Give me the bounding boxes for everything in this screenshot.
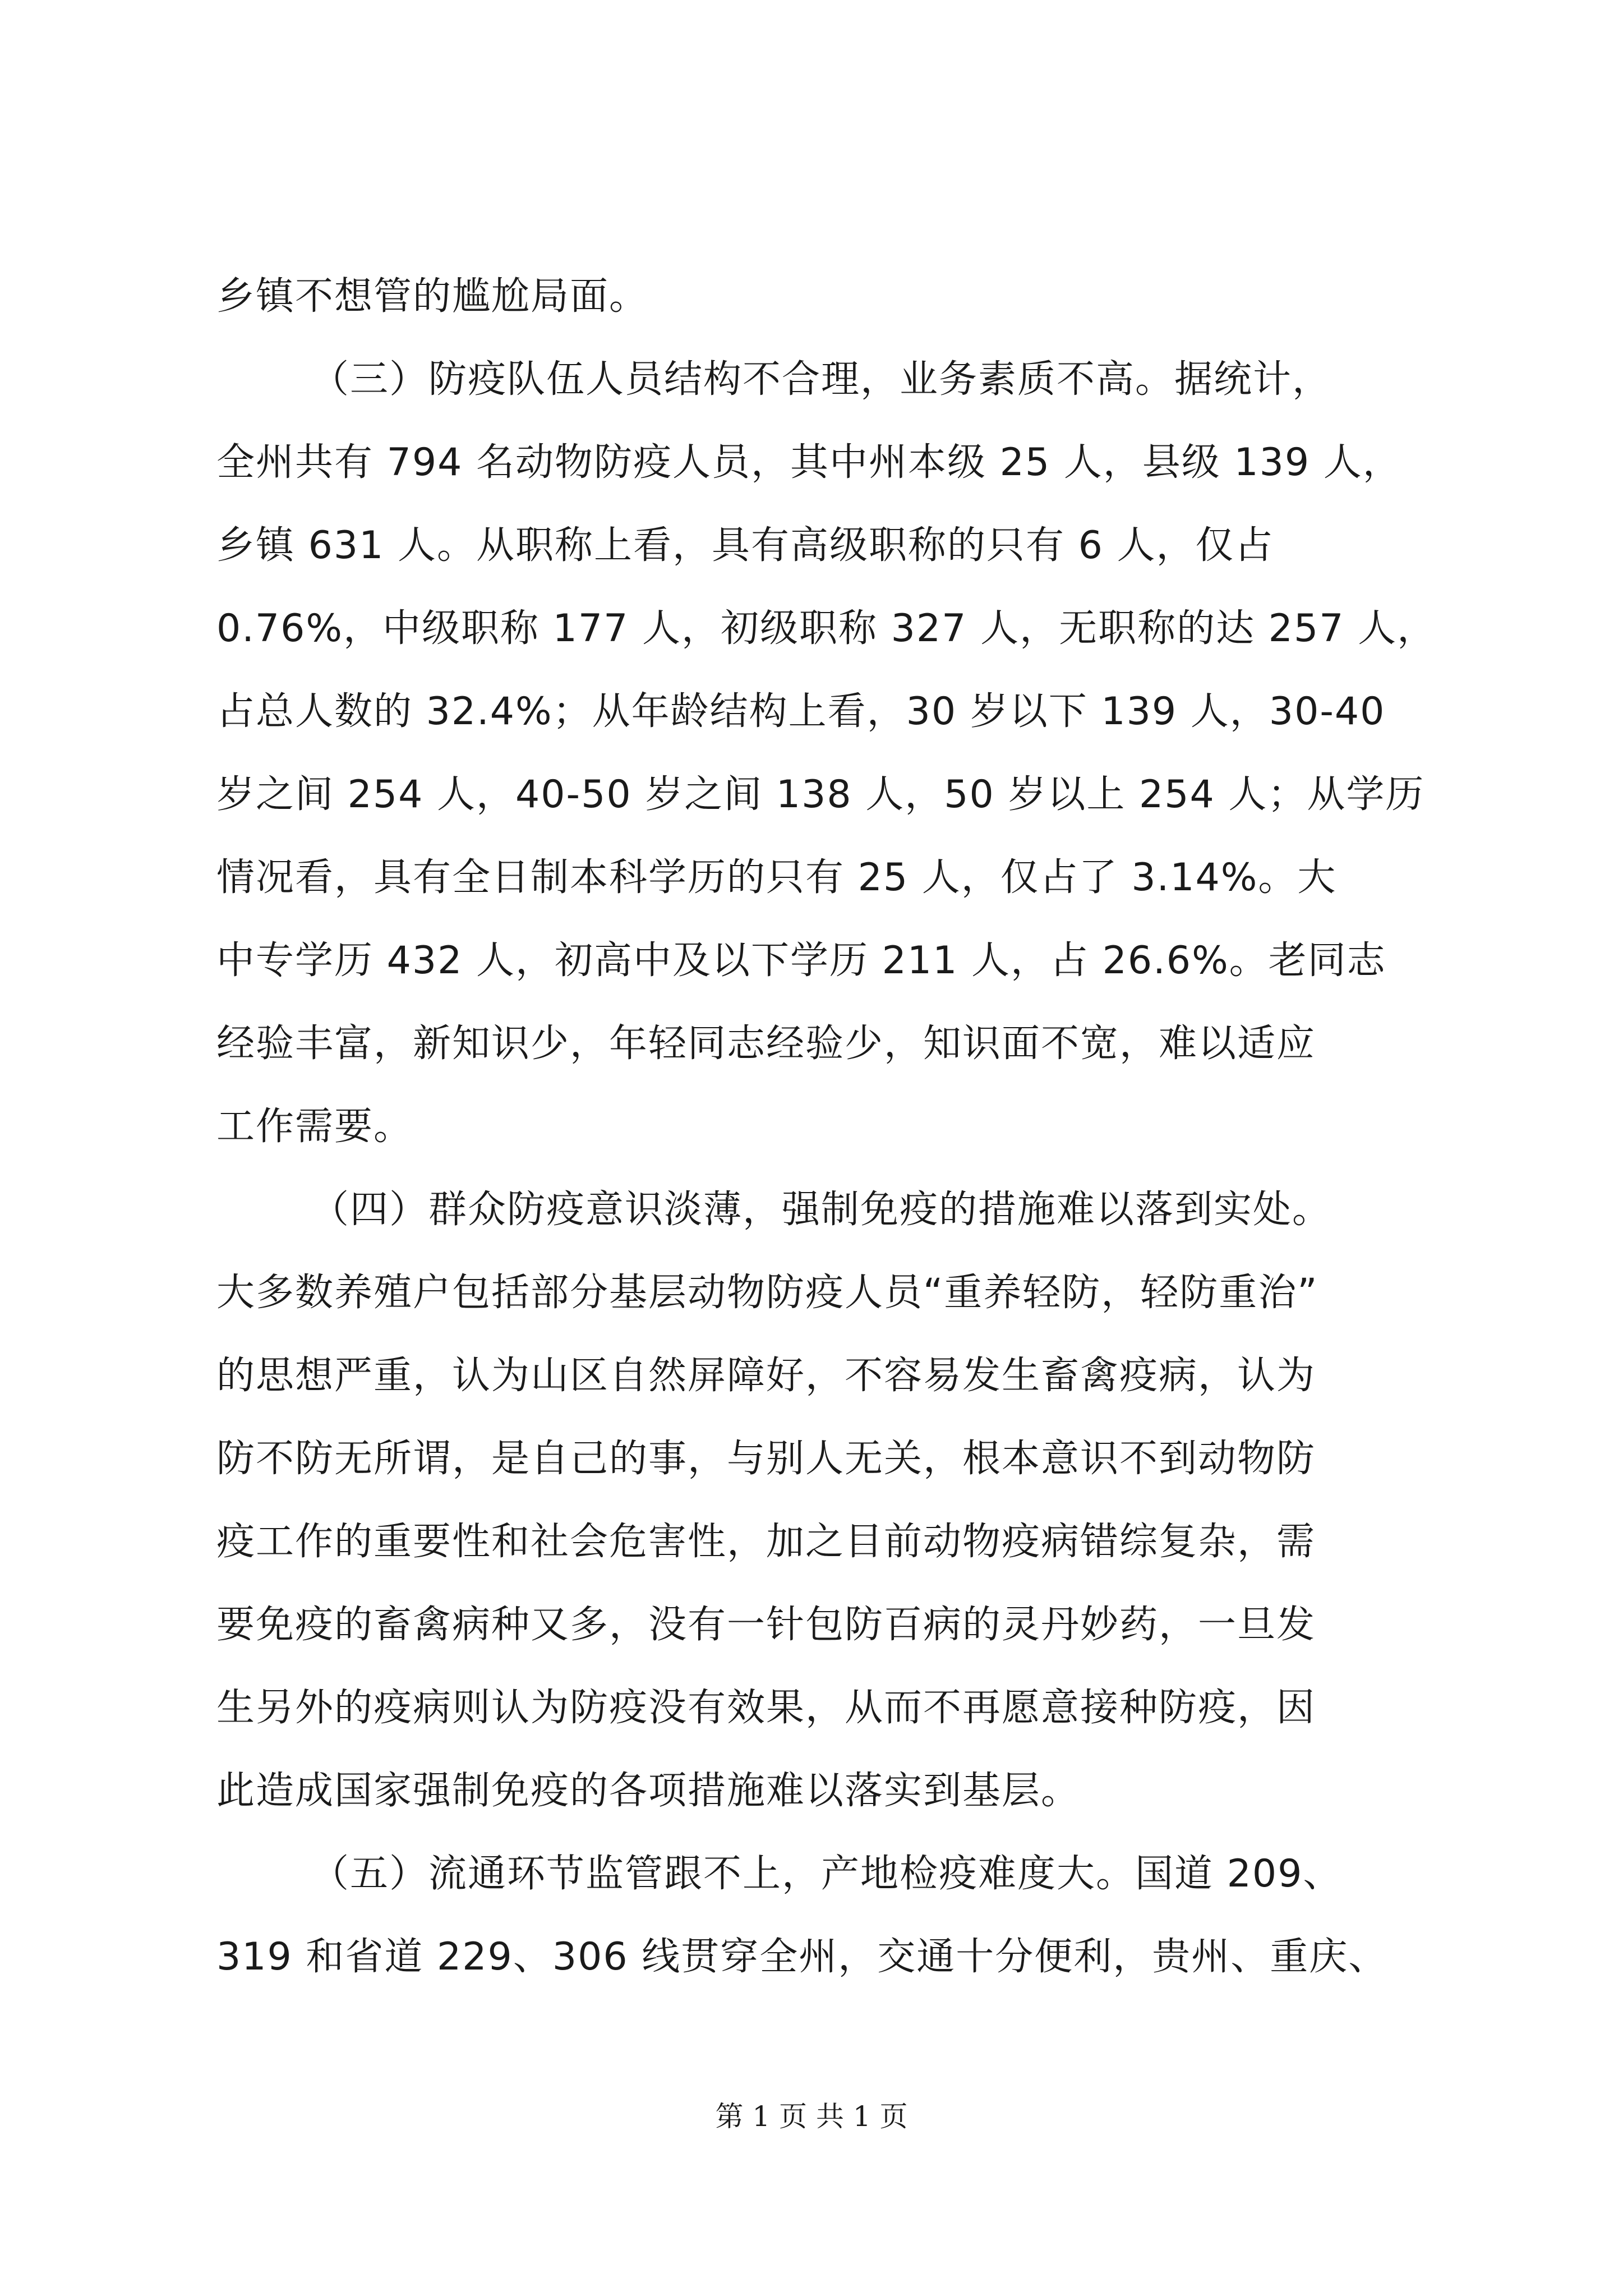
text-line: 岁之间 254 人，40-50 岁之间 138 人，50 岁以上 254 人；从学历 <box>216 772 1425 817</box>
text-line: 工作需要。 <box>216 1105 413 1149</box>
text-line: 情况看，具有全日制本科学历的只有 25 人，仅占了 3.14%。大 <box>216 855 1337 900</box>
document-body <box>216 255 1437 1999</box>
text-line: 疫工作的重要性和社会危害性，加之目前动物疫病错综复杂，需 <box>216 1520 1316 1564</box>
page-number-label: 第 1 页 共 1 页 <box>715 2100 908 2133</box>
section-four-heading-line: （四）群众防疫意识淡薄，强制免疫的措施难以落到实处。 <box>311 1188 1332 1232</box>
section-three-heading-line: （三）防疫队伍人员结构不合理，业务素质不高。据统计， <box>311 357 1332 402</box>
text-line: 的思想严重，认为山区自然屏障好，不容易发生畜禽疫病，认为 <box>216 1354 1316 1398</box>
text-line: 此造成国家强制免疫的各项措施难以落实到基层。 <box>216 1769 1081 1813</box>
text-line: 全州共有 794 名动物防疫人员，其中州本级 25 人，县级 139 人， <box>216 440 1402 485</box>
text-line: 生另外的疫病则认为防疫没有效果，从而不再愿意接种防疫，因 <box>216 1686 1316 1730</box>
text-line: 中专学历 432 人，初高中及以下学历 211 人，占 26.6%。老同志 <box>216 938 1386 983</box>
text-line: 防不防无所谓，是自己的事，与别人无关，根本意识不到动物防 <box>216 1437 1316 1481</box>
section-five-heading-line: （五）流通环节监管跟不上，产地检疫难度大。国道 209、 <box>311 1852 1343 1896</box>
text-line: 占总人数的 32.4%；从年龄结构上看，30 岁以下 139 人，30-40 <box>216 689 1386 734</box>
text-line: 经验丰富，新知识少，年轻同志经验少，知识面不宽，难以适应 <box>216 1022 1316 1066</box>
text-line: 乡镇 631 人。从职称上看，具有高级职称的只有 6 人，仅占 <box>216 523 1274 568</box>
text-line: 乡镇不想管的尴尬局面。 <box>216 274 649 319</box>
text-line: 0.76%，中级职称 177 人，初级职称 327 人，无职称的达 257 人， <box>216 606 1437 651</box>
page-footer <box>0 2097 1623 2136</box>
text-line: 大多数养殖户包括部分基层动物防疫人员“重养轻防，轻防重治” <box>216 1271 1318 1315</box>
text-line: 319 和省道 229、306 线贯穿全州，交通十分便利，贵州、重庆、 <box>216 1935 1388 1979</box>
text-line: 要免疫的畜禽病种又多，没有一针包防百病的灵丹妙药，一旦发 <box>216 1603 1316 1647</box>
